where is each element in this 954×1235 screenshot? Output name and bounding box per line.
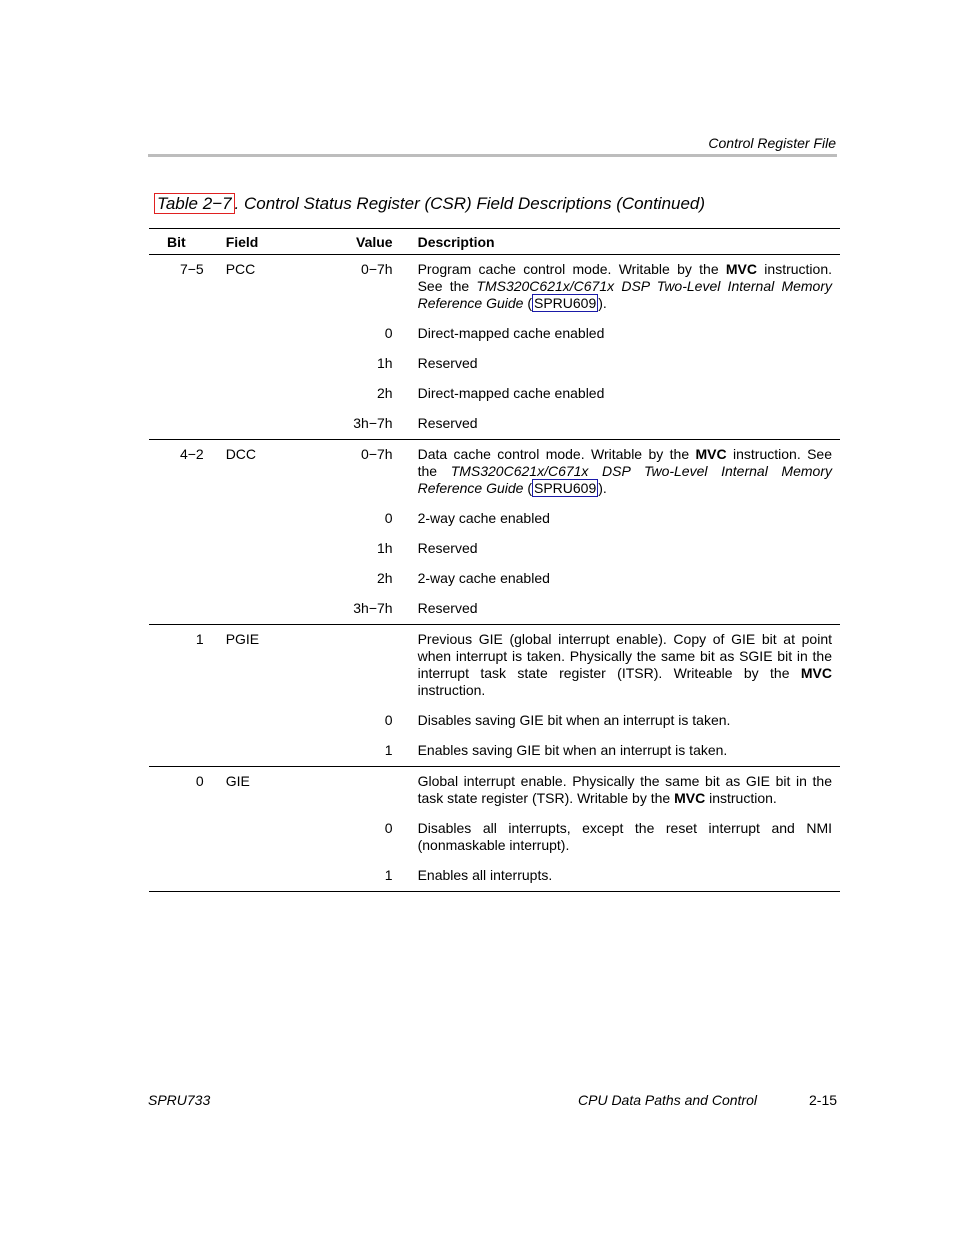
description-cell: Data cache control mode. Writable by the MVC instruction. See the TMS320C621x/C671x DSP Two-Level Internal Memory Reference Guide ( SPRU609 ). [417, 446, 833, 496]
value-cell: 0−7h [361, 446, 393, 462]
table-row [149, 587, 840, 625]
description-cell: Enables all interrupts. [418, 854, 840, 892]
value-cell: 0 [384, 820, 393, 836]
table-row [149, 342, 840, 372]
description-cell: Program cache control mode. Writable by the MVC instruction. See the TMS320C621x/C671x DSP Two-Level Internal Memory Reference Guide ( SPRU609 ). [417, 261, 833, 311]
bit-cell: 4−2 [179, 446, 204, 462]
table-row [149, 527, 840, 557]
value-cell: 2h [377, 570, 393, 586]
table-row [149, 255, 840, 313]
table-row [149, 625, 840, 700]
header-rule [148, 154, 837, 157]
value-cell: 1 [324, 854, 418, 892]
footer-doc-id: SPRU733 [148, 1092, 211, 1108]
bit-cell: 1 [195, 631, 204, 647]
value-cell: 1h [377, 540, 393, 556]
spru609-link[interactable]: SPRU609 [534, 480, 597, 496]
table-row [149, 497, 840, 527]
value-cell: 2h [377, 385, 393, 401]
bit-cell: 0 [195, 773, 204, 789]
table-row [149, 312, 840, 342]
description-cell: Direct-mapped cache enabled [417, 325, 605, 341]
description-cell: Reserved [418, 587, 840, 625]
table-row [149, 767, 840, 808]
reference-guide-title: TMS320C621x/C671x DSP Two-Level Internal Memory Reference Guide [417, 278, 833, 311]
description-cell: Reserved [417, 355, 478, 371]
description-cell: Enables saving GIE bit when an interrupt is taken. [418, 729, 840, 767]
table-caption [154, 194, 705, 214]
description-cell: Reserved [418, 402, 840, 440]
table-row [149, 854, 840, 892]
table-number-link[interactable]: Table 2−7 [154, 193, 235, 214]
table-row [149, 372, 840, 402]
running-header: Control Register File [708, 135, 836, 151]
description-cell: Disables saving GIE bit when an interrupt is taken. [417, 712, 731, 728]
value-cell: 0 [384, 325, 393, 341]
footer-page-number: 2-15 [809, 1092, 838, 1108]
caption-separator: . [234, 194, 240, 213]
field-cell: DCC [225, 446, 257, 462]
bit-cell: 7−5 [179, 261, 204, 277]
description-cell: Reserved [417, 540, 478, 556]
value-cell: 3h−7h [324, 587, 418, 625]
table-row [149, 440, 840, 498]
reference-guide-title: TMS320C621x/C671x DSP Two-Level Internal Memory Reference Guide [417, 463, 832, 496]
value-cell [324, 625, 418, 700]
value-cell: 3h−7h [324, 402, 418, 440]
value-cell: 0 [384, 510, 393, 526]
value-cell: 1h [377, 355, 393, 371]
field-cell: PCC [225, 261, 256, 277]
description-cell: Disables all interrupts, except the reset interrupt and NMI (nonmaskable interrupt). [417, 820, 832, 853]
table-row [149, 557, 840, 587]
description-cell: 2-way cache enabled [417, 570, 550, 586]
value-cell: 1 [324, 729, 418, 767]
header-description: Description [418, 229, 840, 255]
value-cell: 0−7h [361, 261, 393, 277]
table-row [149, 807, 840, 854]
description-cell: 2-way cache enabled [417, 510, 550, 526]
field-cell: PGIE [225, 631, 260, 647]
table-row [149, 699, 840, 729]
value-cell: 0 [384, 712, 393, 728]
spru609-link[interactable]: SPRU609 [534, 295, 597, 311]
table-header-row [149, 229, 840, 255]
field-cell: GIE [225, 773, 250, 789]
csr-field-table [149, 228, 840, 892]
footer-chapter-title: CPU Data Paths and Control [578, 1092, 757, 1108]
header-field: Field [226, 229, 324, 255]
table-row [149, 402, 840, 440]
header-bit: Bit [149, 229, 226, 255]
description-cell: Direct-mapped cache enabled [417, 385, 605, 401]
header-value: Value [324, 229, 418, 255]
description-cell: Global interrupt enable. Physically the same bit as GIE bit in the task state register (TSR). Writable by the MVC instruction. [417, 773, 832, 806]
caption-title: Control Status Register (CSR) Field Descriptions (Continued) [239, 194, 706, 213]
description-cell: Previous GIE (global interrupt enable). Copy of GIE bit at point when interrupt is taken. Physically the same bit as SGIE bit in the interrupt task state register (ITSR). Writeable by the MVC instruction. [417, 631, 832, 698]
table-row [149, 729, 840, 767]
value-cell [324, 767, 418, 808]
